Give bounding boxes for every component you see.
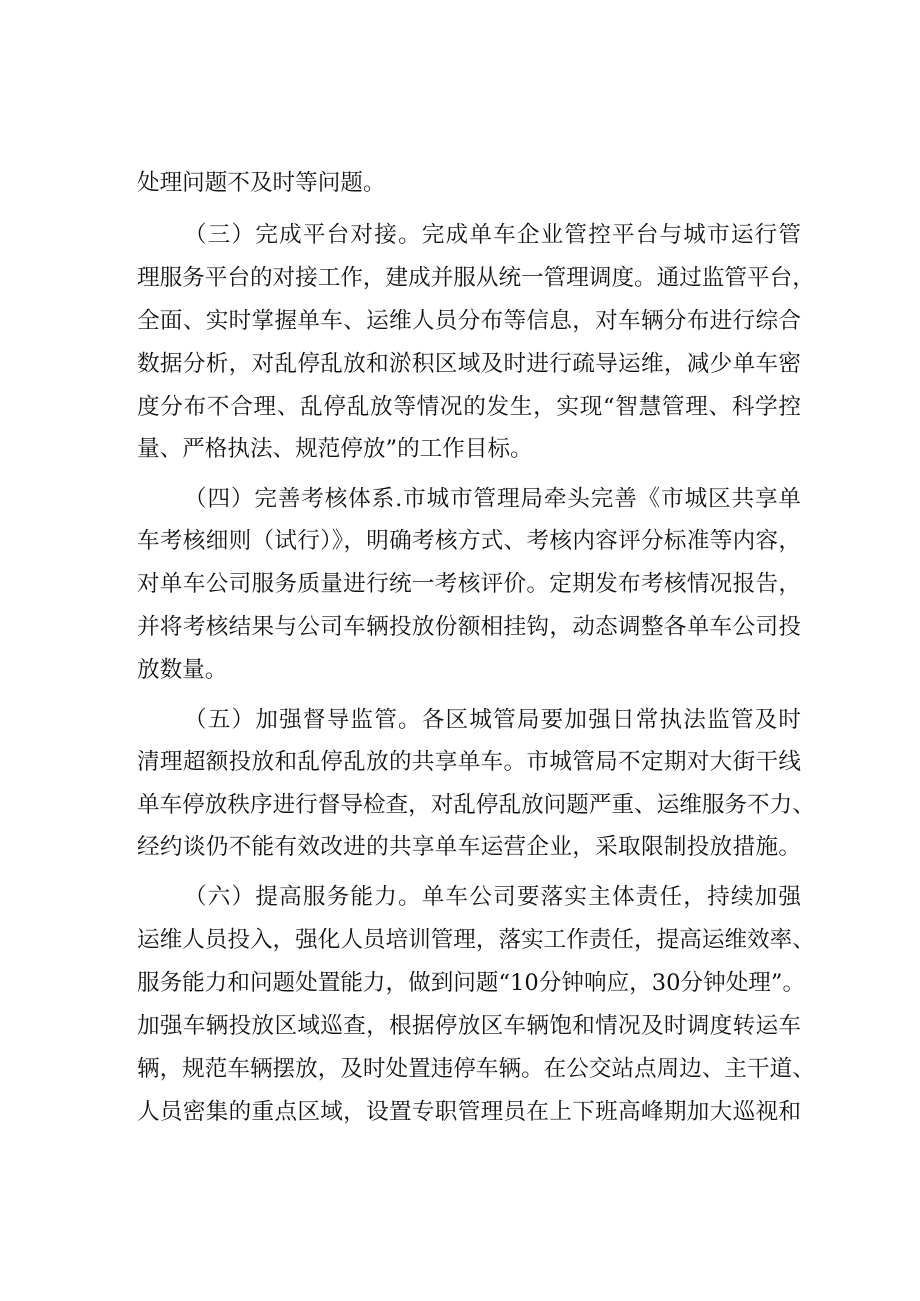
section-heading-line: （五）加强督导监管。各区城管局要加强日常执法监管及时 bbox=[184, 707, 801, 733]
text-line: 人员密集的重点区域，设置专职管理员在上下班高峰期加大巡视和 bbox=[137, 1099, 801, 1125]
text-line: 对单车公司服务质量进行统一考核评价。定期发布考核情况报告， bbox=[137, 571, 801, 597]
text-line: 经约谈仍不能有效改进的共享单车运营企业，采取限制投放措施。 bbox=[137, 834, 801, 860]
section-heading-line: （四）完善考核体系.市城市管理局牵头完善《市城区共享单 bbox=[184, 486, 801, 512]
text-line: 处理问题不及时等问题。 bbox=[137, 170, 386, 196]
text-line: 放数量。 bbox=[137, 657, 228, 683]
section-heading-line: （三）完成平台对接。完成单车企业管控平台与城市运行管 bbox=[184, 222, 801, 248]
text-line: 度分布不合理、乱停乱放等情况的发生，实现“智慧管理、科学控 bbox=[137, 394, 801, 420]
text-line: 服务能力和问题处置能力，做到问题“10分钟响应，30分钟处理”。 bbox=[137, 970, 806, 996]
section-heading-line: （六）提高服务能力。单车公司要落实主体责任，持续加强 bbox=[184, 884, 801, 910]
text-line: 清理超额投放和乱停乱放的共享单车。市城管局不定期对大街干线 bbox=[137, 749, 801, 775]
text-line: 辆，规范车辆摆放，及时处置违停车辆。在公交站点周边、主干道、 bbox=[137, 1056, 815, 1082]
text-line: 数据分析，对乱停乱放和淤积区域及时进行疏导运维，减少单车密 bbox=[137, 351, 801, 377]
text-line: 量、严格执法、规范停放”的工作目标。 bbox=[137, 436, 533, 462]
text-line: 车考核细则（试行）》，明确考核方式、考核内容评分标准等内容， bbox=[137, 528, 801, 554]
text-line: 理服务平台的对接工作，建成并服从统一管理调度。通过监管平台， bbox=[137, 265, 815, 291]
text-line: 并将考核结果与公司车辆投放份额相挂钩，动态调整各单车公司投 bbox=[137, 614, 801, 640]
text-line: 单车停放秩序进行督导检查，对乱停乱放问题严重、运维服务不力、 bbox=[137, 792, 815, 818]
text-line: 全面、实时掌握单车、运维人员分布等信息，对车辆分布进行综合 bbox=[137, 308, 801, 334]
text-line: 加强车辆投放区域巡查，根据停放区车辆饱和情况及时调度转运车 bbox=[137, 1013, 801, 1039]
text-line: 运维人员投入，强化人员培训管理，落实工作责任，提高运维效率、 bbox=[137, 927, 815, 953]
